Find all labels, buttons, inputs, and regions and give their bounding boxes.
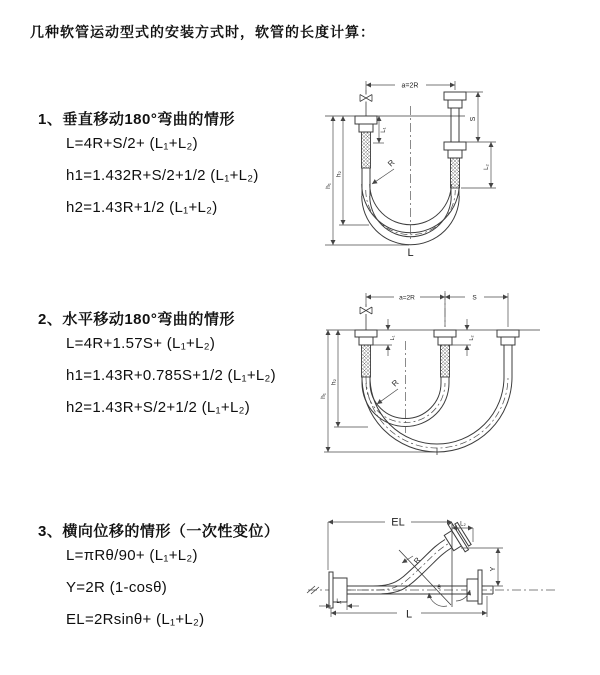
section-1-formula-h2: h2=1.43R+1/2 (L₁+L₂) xyxy=(66,199,218,216)
label-s: S xyxy=(472,294,477,302)
dimension-h1 xyxy=(320,330,436,452)
braided-hose xyxy=(451,158,460,188)
label-h1: h₁ xyxy=(320,393,327,399)
label-l1: L₁ xyxy=(390,335,396,341)
dimension-l1 xyxy=(319,599,359,610)
section-3-heading: 3、横向位移的情形（一次性变位） xyxy=(38,523,280,540)
valve-icon xyxy=(360,90,372,116)
label-s: S xyxy=(470,116,477,122)
radius-leader xyxy=(372,158,397,184)
section-2-formula-h2: h2=1.43R+S/2+1/2 (L₁+L₂) xyxy=(66,399,251,416)
section-1 xyxy=(38,108,259,224)
section-1-formula-L: L=4R+S/2+ (L₁+L₂) xyxy=(66,135,198,152)
page-title: 几种软管运动型式的安装方式时，软管的长度计算： xyxy=(30,24,375,40)
section-2-formula-L: L=4R+1.57S+ (L₁+L₂) xyxy=(66,335,216,352)
label-length: L xyxy=(405,608,413,621)
label-a2r: a=2R xyxy=(399,294,415,302)
section-1-heading: 1、垂直移动180°弯曲的情形 xyxy=(38,111,235,128)
label-length: L xyxy=(407,247,414,259)
right-pipe-assembly xyxy=(444,92,466,196)
label-h2: h₂ xyxy=(330,378,338,386)
label-el: EL xyxy=(391,516,405,529)
section-3-formula-EL: EL=2Rsinθ+ (L₁+L₂) xyxy=(66,611,205,628)
label-l2: L₂ xyxy=(484,164,490,170)
diagram-lateral-displacement xyxy=(303,502,595,637)
section-2-heading: 2、水平移动180°弯曲的情形 xyxy=(38,311,235,328)
section-3-formula-Y: Y=2R (1-cosθ) xyxy=(66,579,168,596)
braided-hose xyxy=(362,345,371,377)
section-1-formula-h1: h1=1.432R+S/2+1/2 (L₁+L₂) xyxy=(66,167,259,184)
diagram-vertical-bend xyxy=(315,70,570,260)
label-radius: R xyxy=(386,158,397,169)
section-3-formula-L: L=πRθ/90+ (L₁+L₂) xyxy=(66,547,198,564)
label-l2: L₂ xyxy=(460,521,466,528)
label-theta: θ xyxy=(437,585,441,591)
label-l1: L₁ xyxy=(381,127,387,133)
straight-pipe-original xyxy=(347,570,493,604)
dimension-el xyxy=(328,517,452,571)
braided-hose xyxy=(362,132,371,168)
valve-icon xyxy=(360,304,372,330)
middle-pipe-assembly xyxy=(434,330,456,383)
dimension-length xyxy=(331,596,487,621)
section-2-formula-h1: h1=1.43R+0.785S+1/2 (L₁+L₂) xyxy=(66,367,276,384)
label-a2r: a=2R xyxy=(401,82,419,90)
dimension-s xyxy=(445,295,508,302)
radius-leader xyxy=(377,378,401,404)
dimension-l2 xyxy=(484,142,491,188)
left-pipe-assembly xyxy=(355,116,377,196)
diagram-horizontal-bend xyxy=(312,283,592,458)
label-y: Y xyxy=(490,566,497,572)
label-h2: h₂ xyxy=(335,170,343,178)
label-radius: R xyxy=(390,378,401,389)
label-h1: h₁ xyxy=(325,183,332,189)
section-2 xyxy=(38,308,276,424)
label-l2: L₂ xyxy=(469,335,475,341)
dimension-a2r xyxy=(366,293,508,327)
label-radius: R xyxy=(411,555,423,566)
left-pipe-assembly xyxy=(355,330,377,383)
braided-hose xyxy=(441,345,450,377)
section-3 xyxy=(38,520,279,636)
tilted-flange xyxy=(441,520,473,557)
hose-u-bend-moved xyxy=(362,377,512,452)
dimension-a2r xyxy=(366,81,455,90)
label-l1: L₁ xyxy=(336,599,342,605)
right-pipe-assembly xyxy=(497,330,519,377)
